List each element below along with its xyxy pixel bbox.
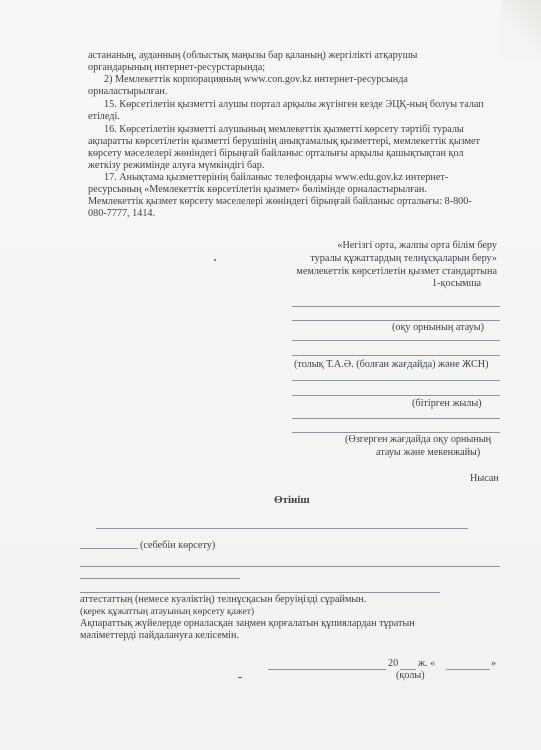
date-year-prefix: 20 (388, 658, 399, 669)
year-caption: (бітірген жылы) (412, 398, 482, 409)
statement-line (80, 578, 240, 579)
field-line (292, 380, 500, 381)
changed-caption: (Өзгерген жағдайда оқу орнының (345, 434, 492, 445)
field-line (292, 432, 500, 433)
ink-speck (238, 677, 242, 678)
body-line: орналастырылған. (88, 86, 168, 97)
fullname-caption: (толық Т.А.Ә. (болған жағдайда) және ЖСН) (294, 359, 489, 370)
ink-speck (214, 259, 216, 261)
body-line: 16. Көрсетілетін қызметті алушының мемлекеттік қызметті көрсету тәртібі туралы (104, 124, 464, 135)
appendix-line: мемлекеттік көрсетілетін қызмет стандартына (296, 266, 497, 277)
request-line: аттестаттың (немесе куәліктің) телнұсқасын беруіңізді сұраймын. (80, 594, 367, 605)
appendix-line: «Негізгі орта, жалпы орта білім беру (337, 240, 497, 251)
appendix-line: туралы құжаттардың телнұсқаларын беру» (310, 253, 497, 264)
body-line: 080-7777, 1414. (88, 208, 156, 219)
request-line: (керек құжаттың атауының көрсету қажет) (80, 606, 255, 617)
day-blank (446, 669, 490, 670)
body-line: ресурсының «Мемлекеттік көрсетілетін қызмет» бөлімінде орналастырылған. (88, 184, 427, 195)
appendix-number: 1-қосымша (432, 278, 481, 289)
reason-caption: (себебін көрсету) (140, 540, 216, 551)
reason-line (80, 548, 138, 549)
statement-line (96, 528, 468, 529)
statement-line (80, 566, 500, 567)
page-corner-fold (501, 0, 541, 60)
body-line: 17. Анықтама қызметтерінің байланыс телефондары www.edu.gov.kz интернет- (104, 172, 449, 183)
body-line: жеткізу режимінде алуға мүмкіндігі бар. (88, 160, 265, 171)
body-line: етіледі. (88, 111, 120, 122)
form-label: Нысан (470, 473, 499, 484)
field-line (292, 320, 500, 321)
body-line: 15. Көрсетілетін қызметті алушы портал арқылы жүгінген кезде ЭЦҚ-ның болуы талап (104, 99, 484, 110)
body-line: ақпаратты көрсетілетін қызметті берушінің анықтамалық қызметтері, мемлекеттік қызмет (88, 136, 480, 147)
body-line: көрсету мәселелері жөніндегі бірыңғай байланыс орталығы арқылы қашықтықтан қол (88, 148, 464, 159)
body-line: астананың, ауданның (облыстық маңызы бар қаланың) жергілікті атқарушы (88, 50, 418, 61)
signature-line (268, 669, 386, 670)
changed-caption: атауы және мекенжайы) (376, 447, 481, 458)
signature-caption: (қолы) (396, 670, 425, 681)
date-year-suffix: ж. « (418, 658, 436, 669)
field-line (292, 355, 500, 356)
statement-title: Өтініш (274, 494, 310, 506)
body-line: органдарының интернет-ресурстарында; (88, 62, 266, 73)
field-line (292, 418, 500, 419)
institution-caption: (оқу орнының атауы) (392, 322, 485, 333)
body-line: 2) Мемлекеттік корпорацияның www.con.gov.kz интернет-ресурсында (104, 74, 408, 85)
body-line: Мемлекеттік қызмет көрсету мәселелері жөніндегі бірыңғай байланыс орталығы: 8-800- (88, 196, 472, 207)
field-line (292, 395, 500, 396)
statement-line (80, 592, 440, 593)
field-line (292, 306, 500, 307)
field-line (292, 340, 500, 341)
date-close-quote: » (491, 658, 497, 669)
request-line: мәліметтерді пайдалануға келісемін. (80, 630, 239, 641)
request-line: Ақпараттық жүйелерде орналасқан заңмен қорғалатын құпиялардан тұратын (80, 618, 415, 629)
